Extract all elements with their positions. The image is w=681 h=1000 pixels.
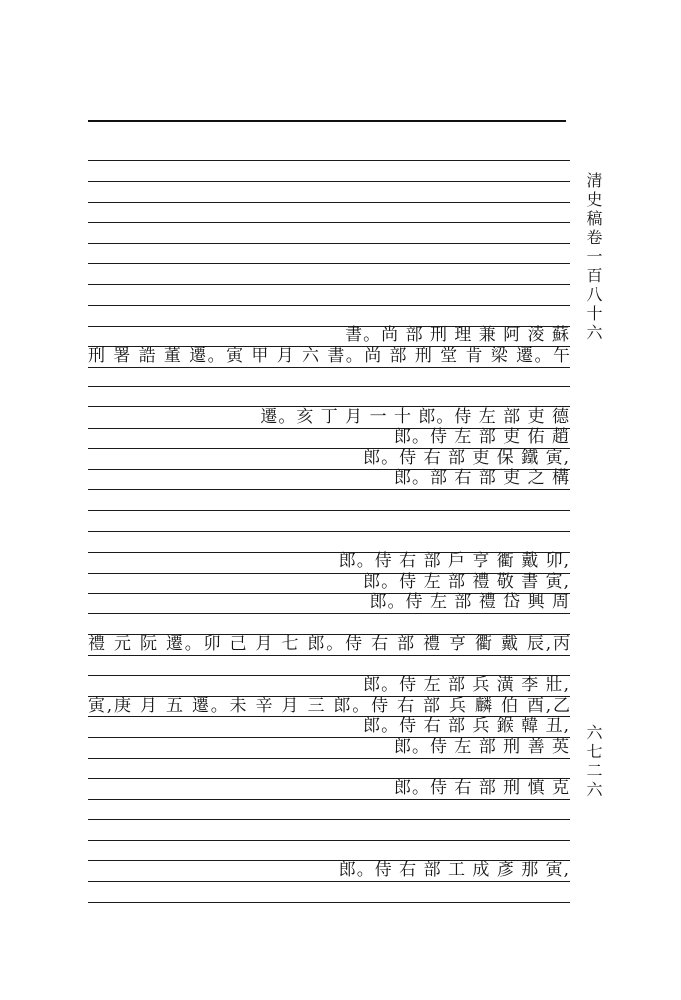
table-rule (88, 902, 570, 903)
table-rule (88, 202, 570, 203)
entry-line: 郎。侍 左 部 禮 岱 興 周 (369, 592, 570, 612)
table-rule (88, 840, 570, 841)
table-rule (88, 160, 570, 161)
table-rule (88, 510, 570, 511)
table-rule (88, 819, 570, 820)
entry-line: 郎。侍 右 部 吏 保 鐵 寅, (363, 448, 570, 468)
entry-line: 禮 元 阮 遷。卯 己 月 七 郎。侍 右 部 禮 亨 衢 戴 辰,丙 (88, 634, 570, 654)
table-rule (88, 799, 570, 800)
table-rule (88, 613, 570, 614)
table-rule (88, 181, 570, 182)
table-rule (88, 284, 570, 285)
table-rule (88, 243, 570, 244)
table-rule (88, 305, 570, 306)
entry-line: 郎。侍 右 部 戶 亨 衢 戴 卯, (338, 551, 570, 571)
entry-line: 書。尚 部 刑 理 兼 阿 淩 蘇 (345, 325, 570, 345)
entry-line: 遷。亥 丁 月 一 十 郎。侍 左 部 吏 德 (260, 407, 570, 427)
table-rule (88, 367, 570, 368)
table-rule (88, 881, 570, 882)
book-title: 清史稿卷一百八十六 (584, 172, 603, 343)
entry-line: 郎。侍 右 部 兵 鍭 韓 丑, (363, 716, 570, 736)
entry-line: 郎。部 右 部 吏 之 構 (393, 468, 570, 488)
table-rule (88, 263, 570, 264)
entry-line: 郎。侍 左 部 刑 善 英 (393, 737, 570, 757)
table-rule (88, 222, 570, 223)
page-number: 六七二六 (584, 724, 603, 800)
entry-line: 郎。侍 左 部 禮 敬 書 寅, (363, 572, 570, 592)
table-rule (88, 758, 570, 759)
table-rule (88, 531, 570, 532)
entry-line: 刑 署 誥 董 遷。寅 甲 月 六 書。尚 部 刑 堂 肯 梁 遷。午 (88, 346, 570, 366)
top-border-rule (88, 120, 566, 122)
entry-line: 郎。侍 左 部 兵 潢 李 壯, (363, 675, 570, 695)
table-rule (88, 655, 570, 656)
entry-line: 郎。侍 右 部 刑 慎 克 (393, 778, 570, 798)
table-rule (88, 489, 570, 490)
table-rule (88, 386, 570, 387)
entry-line: 郎。侍 右 部 工 成 彥 那 寅, (338, 860, 570, 880)
entry-line: 郎。侍 左 部 吏 佑 趙 (393, 427, 570, 447)
entry-line: 寅,庚 月 五 遷。未 辛 月 三 郎。侍 右 部 兵 麟 伯 酉,乙 (88, 696, 570, 716)
